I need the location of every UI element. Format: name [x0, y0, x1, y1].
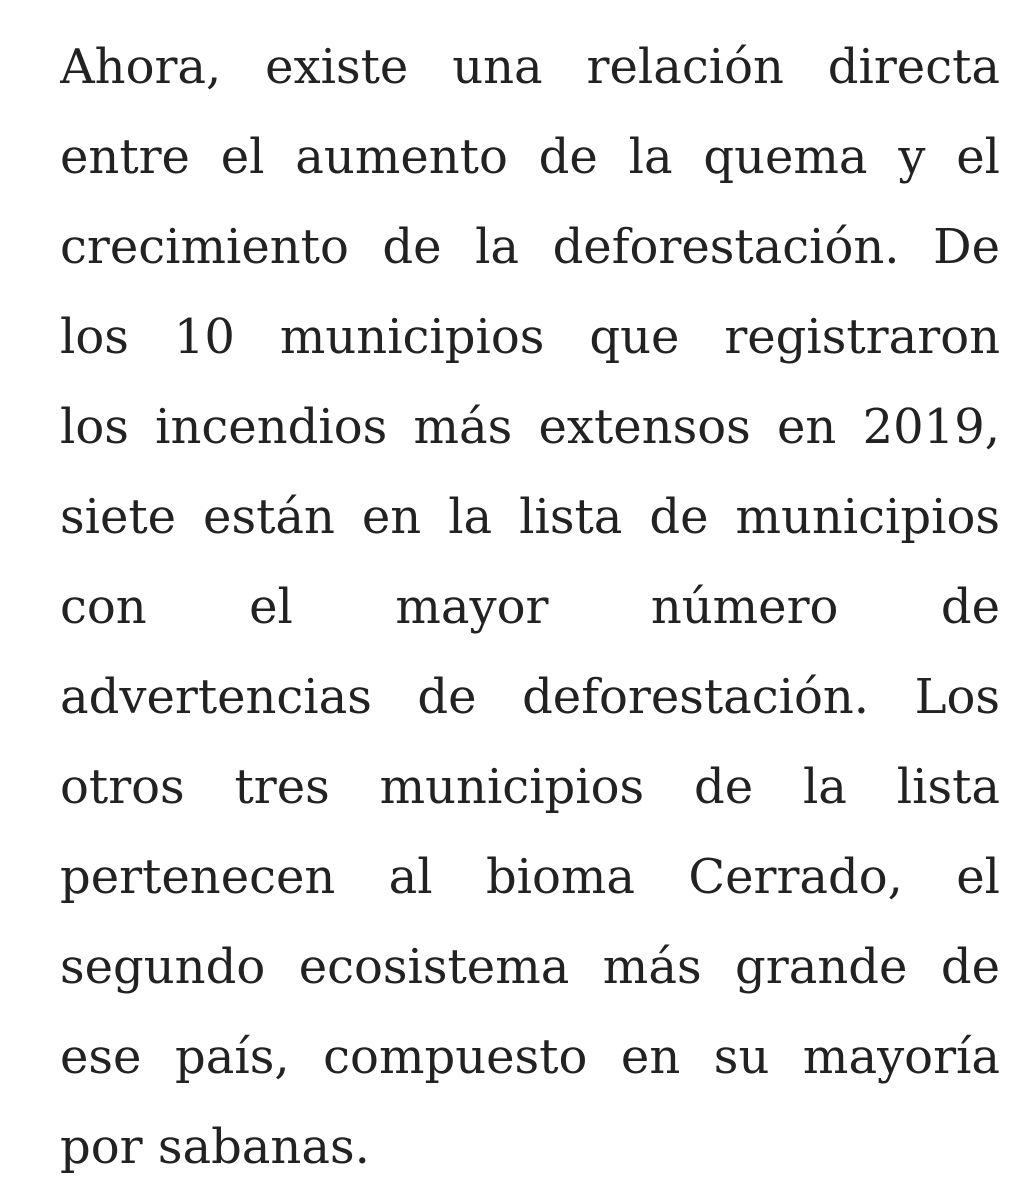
paragraph-line: otros tres municipios de la lista [60, 759, 1000, 815]
paragraph-line: con el mayor número de [60, 579, 1000, 635]
paragraph-line: por sabanas. [60, 1119, 370, 1175]
paragraph-line: siete están en la lista de municipios [60, 489, 1000, 545]
paragraph-line: Ahora, existe una relación directa [60, 39, 1000, 95]
paragraph-line: advertencias de deforestación. Los [60, 669, 1000, 725]
paragraph-line: los 10 municipios que registraron [60, 309, 1000, 365]
paragraph-line: pertenecen al bioma Cerrado, el [60, 849, 1000, 905]
paragraph-line: ese país, compuesto en su mayoría [60, 1029, 1000, 1085]
paragraph-line: los incendios más extensos en 2019, [60, 399, 1000, 455]
paragraph-line: entre el aumento de la quema y el [60, 129, 1000, 185]
paragraph-line: segundo ecosistema más grande de [60, 939, 1000, 995]
paragraph-line: crecimiento de la deforestación. De [60, 219, 1000, 275]
article-paragraph [60, 22, 1000, 1192]
